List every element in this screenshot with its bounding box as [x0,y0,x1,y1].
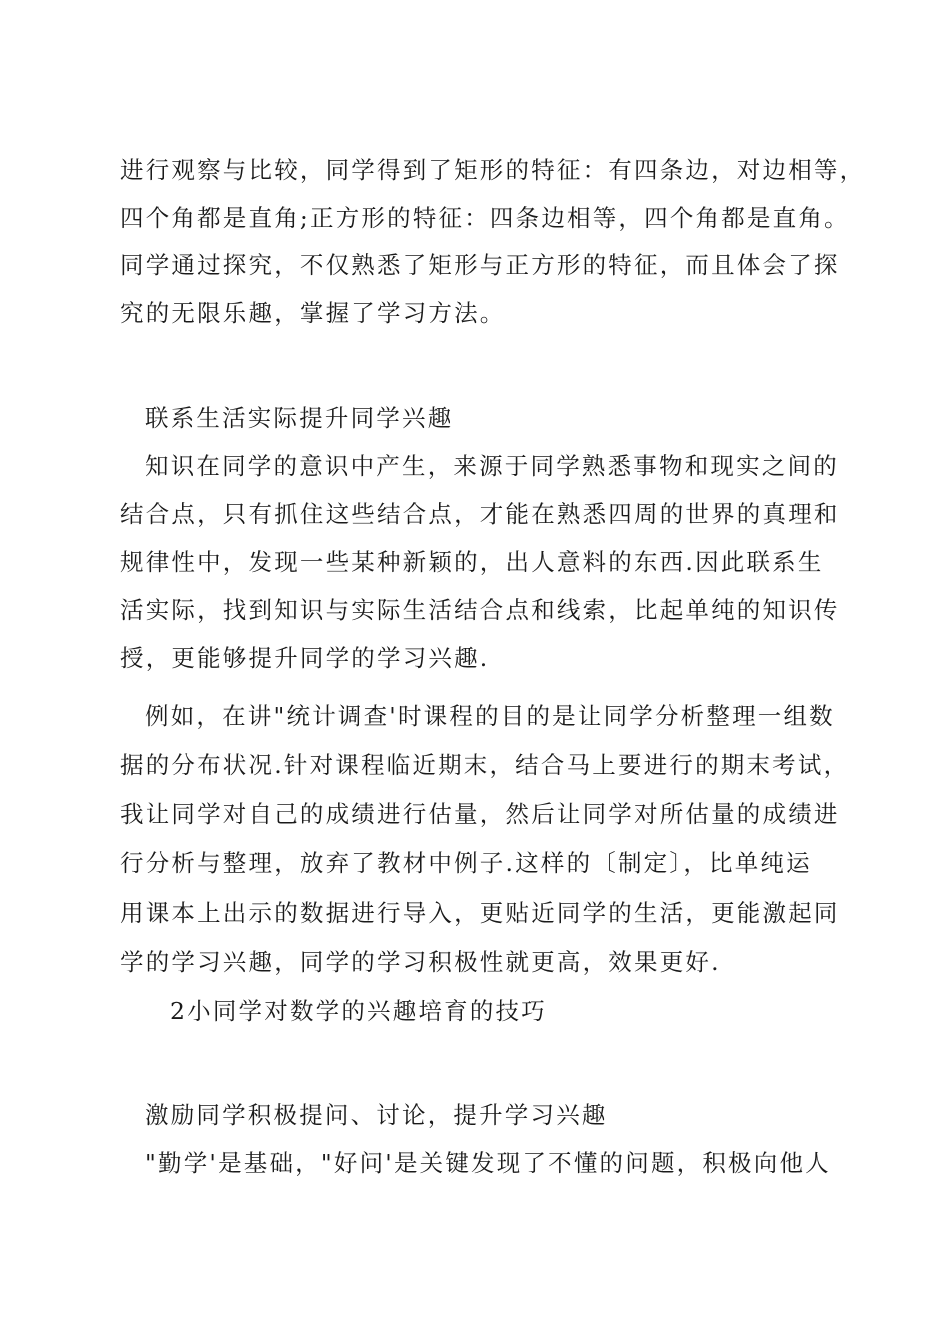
section-heading: 2小同学对数学的兴趣培育的技巧 [170,997,547,1025]
paragraph-line: 进行观察与比较，同学得到了矩形的特征：有四条边，对边相等， [120,156,866,184]
paragraph-line: 同学通过探究，不仅熟悉了矩形与正方形的特征，而且体会了探 [120,251,840,279]
paragraph-line: 行分析与整理，放弃了教材中例子.这样的〔制定〕，比单纯运 [120,849,812,877]
paragraph-line: 活实际，找到知识与实际生活结合点和线索，比起单纯的知识传 [120,596,840,624]
paragraph-line: 规律性中，发现一些某种新颖的，出人意料的东西.因此联系生 [120,548,824,576]
paragraph-line: 四个角都是直角;正方形的特征：四条边相等，四个角都是直角。 [120,204,850,232]
section-heading: 激励同学积极提问、讨论，提升学习兴趣 [145,1101,608,1129]
paragraph-line: 据的分布状况.针对课程临近期末，结合马上要进行的期末考试， [120,751,850,779]
paragraph-line: 学的学习兴趣，同学的学习积极性就更高，效果更好. [120,948,721,976]
paragraph-line: 我让同学对自己的成绩进行估量，然后让同学对所估量的成绩进 [120,800,840,828]
paragraph-line: 结合点，只有抓住这些结合点，才能在熟悉四周的世界的真理和 [120,500,840,528]
paragraph-line: 授，更能够提升同学的学习兴趣. [120,644,490,672]
paragraph-line: 知识在同学的意识中产生，来源于同学熟悉事物和现实之间的 [145,452,839,480]
section-heading: 联系生活实际提升同学兴趣 [145,404,454,432]
paragraph-line: 用课本上出示的数据进行导入，更贴近同学的生活，更能激起同 [120,899,840,927]
paragraph-line: 例如，在讲"统计调查'时课程的目的是让同学分析整理一组数 [145,702,835,730]
paragraph-line: "勤学'是基础，"好问'是关键发现了不懂的问题，积极向他人 [145,1149,831,1177]
paragraph-line: 究的无限乐趣，掌握了学习方法。 [120,299,506,327]
